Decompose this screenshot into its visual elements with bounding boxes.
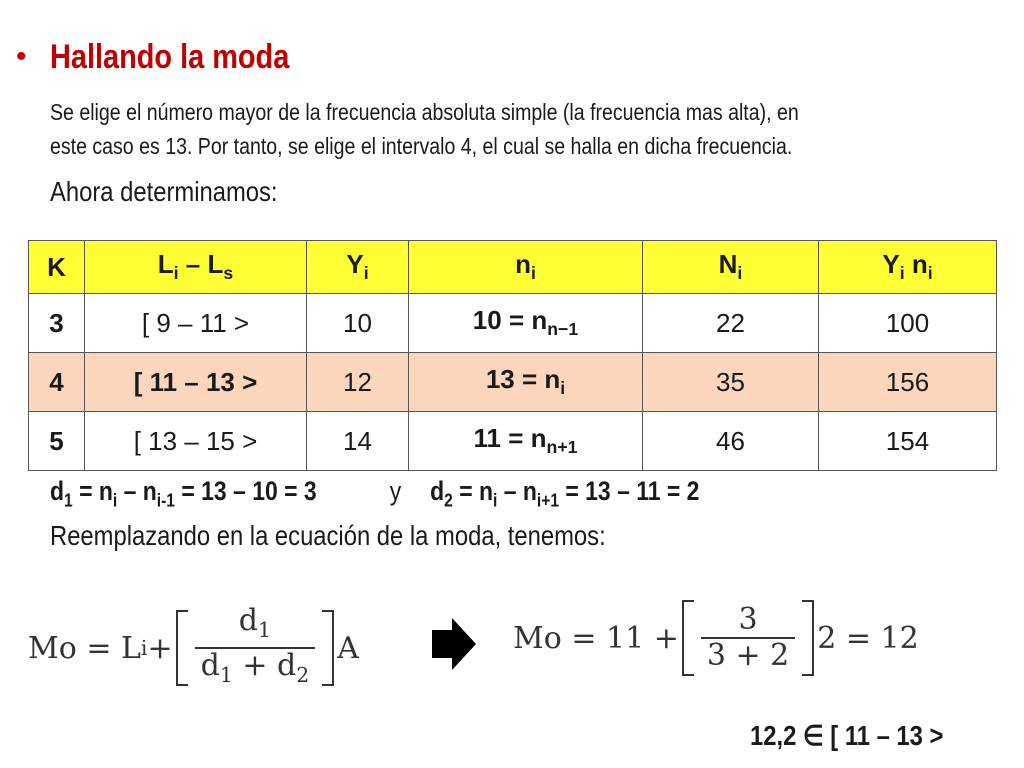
- cell-Ni: 35: [643, 353, 819, 412]
- left-bracket: [176, 610, 188, 686]
- right-bracket: [322, 610, 334, 686]
- header-Ni: $N_i$: [643, 241, 819, 294]
- mode-formula-evaluated: Mo = 11 + $\frac{3}{3 + 2}$ 2 = 12: [513, 600, 919, 676]
- table-row-highlighted: [29, 353, 997, 412]
- left-bracket: [682, 600, 694, 676]
- table-header-row: [29, 241, 997, 294]
- result-statement: 12,2 ∈ [ 11 – 13 >: [750, 720, 944, 751]
- paragraph-line-1: Se elige el número mayor de la frecuencia absoluta simple (la frecuencia mas alta), en: [50, 99, 799, 125]
- fraction: $\frac{d_1}{d_1 + d_2}$: [195, 604, 316, 692]
- differences-line: [50, 476, 699, 511]
- subheading: Ahora determinamos:: [50, 176, 278, 207]
- header-interval: $L_i - L_s$: [85, 241, 307, 294]
- replacement-text: Reemplazando en la ecuación de la moda, tenemos:: [50, 520, 606, 551]
- right-arrow-icon: [432, 618, 476, 675]
- mode-formula: Mo = L i + $\frac{d_1}{d_1 + d_2}$ A: [28, 604, 359, 692]
- cell-Ni: 22: [643, 294, 819, 353]
- d2-expression: $d_2 = n_i - n_{i+1} = 13 - 11 = 2$: [430, 476, 700, 511]
- frequency-table: [28, 240, 997, 471]
- cell-yini: 154: [819, 412, 997, 471]
- header-k: K: [29, 241, 85, 294]
- cell-yi: 10: [307, 294, 409, 353]
- d1-expression: $d_1 = n_i - n_{i-1} = 13 - 10 = 3$: [50, 476, 317, 511]
- right-bracket: [802, 600, 814, 676]
- paragraph-line-2: este caso es 13. Por tanto, se elige el intervalo 4, el cual se halla en dicha frecuencia.: [50, 133, 793, 159]
- intro-paragraph: [50, 95, 799, 163]
- slide-title: Hallando la moda: [50, 38, 290, 76]
- cell-k: 4: [29, 353, 85, 412]
- header-yini: $Y_i$ $n_i$: [819, 241, 997, 294]
- cell-interval: [ 9 – 11 >: [85, 294, 307, 353]
- bullet-marker: •: [16, 40, 27, 73]
- fraction: $\frac{3}{3 + 2}$: [701, 603, 795, 673]
- cell-k: 5: [29, 412, 85, 471]
- cell-ni: $11 = n_{n+1}$: [409, 412, 643, 471]
- cell-yini: 156: [819, 353, 997, 412]
- cell-interval: [ 11 – 13 >: [85, 353, 307, 412]
- cell-interval: [ 13 – 15 >: [85, 412, 307, 471]
- cell-yi: 12: [307, 353, 409, 412]
- header-ni: $n_i$: [409, 241, 643, 294]
- cell-ni: $10 = n_{n-1}$: [409, 294, 643, 353]
- cell-yi: 14: [307, 412, 409, 471]
- table-row: [29, 294, 997, 353]
- cell-Ni: 46: [643, 412, 819, 471]
- connector-text: y: [389, 476, 402, 506]
- cell-ni: $13 = n_i$: [409, 353, 643, 412]
- cell-k: 3: [29, 294, 85, 353]
- table-row: [29, 412, 997, 471]
- header-yi: $Y_i$: [307, 241, 409, 294]
- cell-yini: 100: [819, 294, 997, 353]
